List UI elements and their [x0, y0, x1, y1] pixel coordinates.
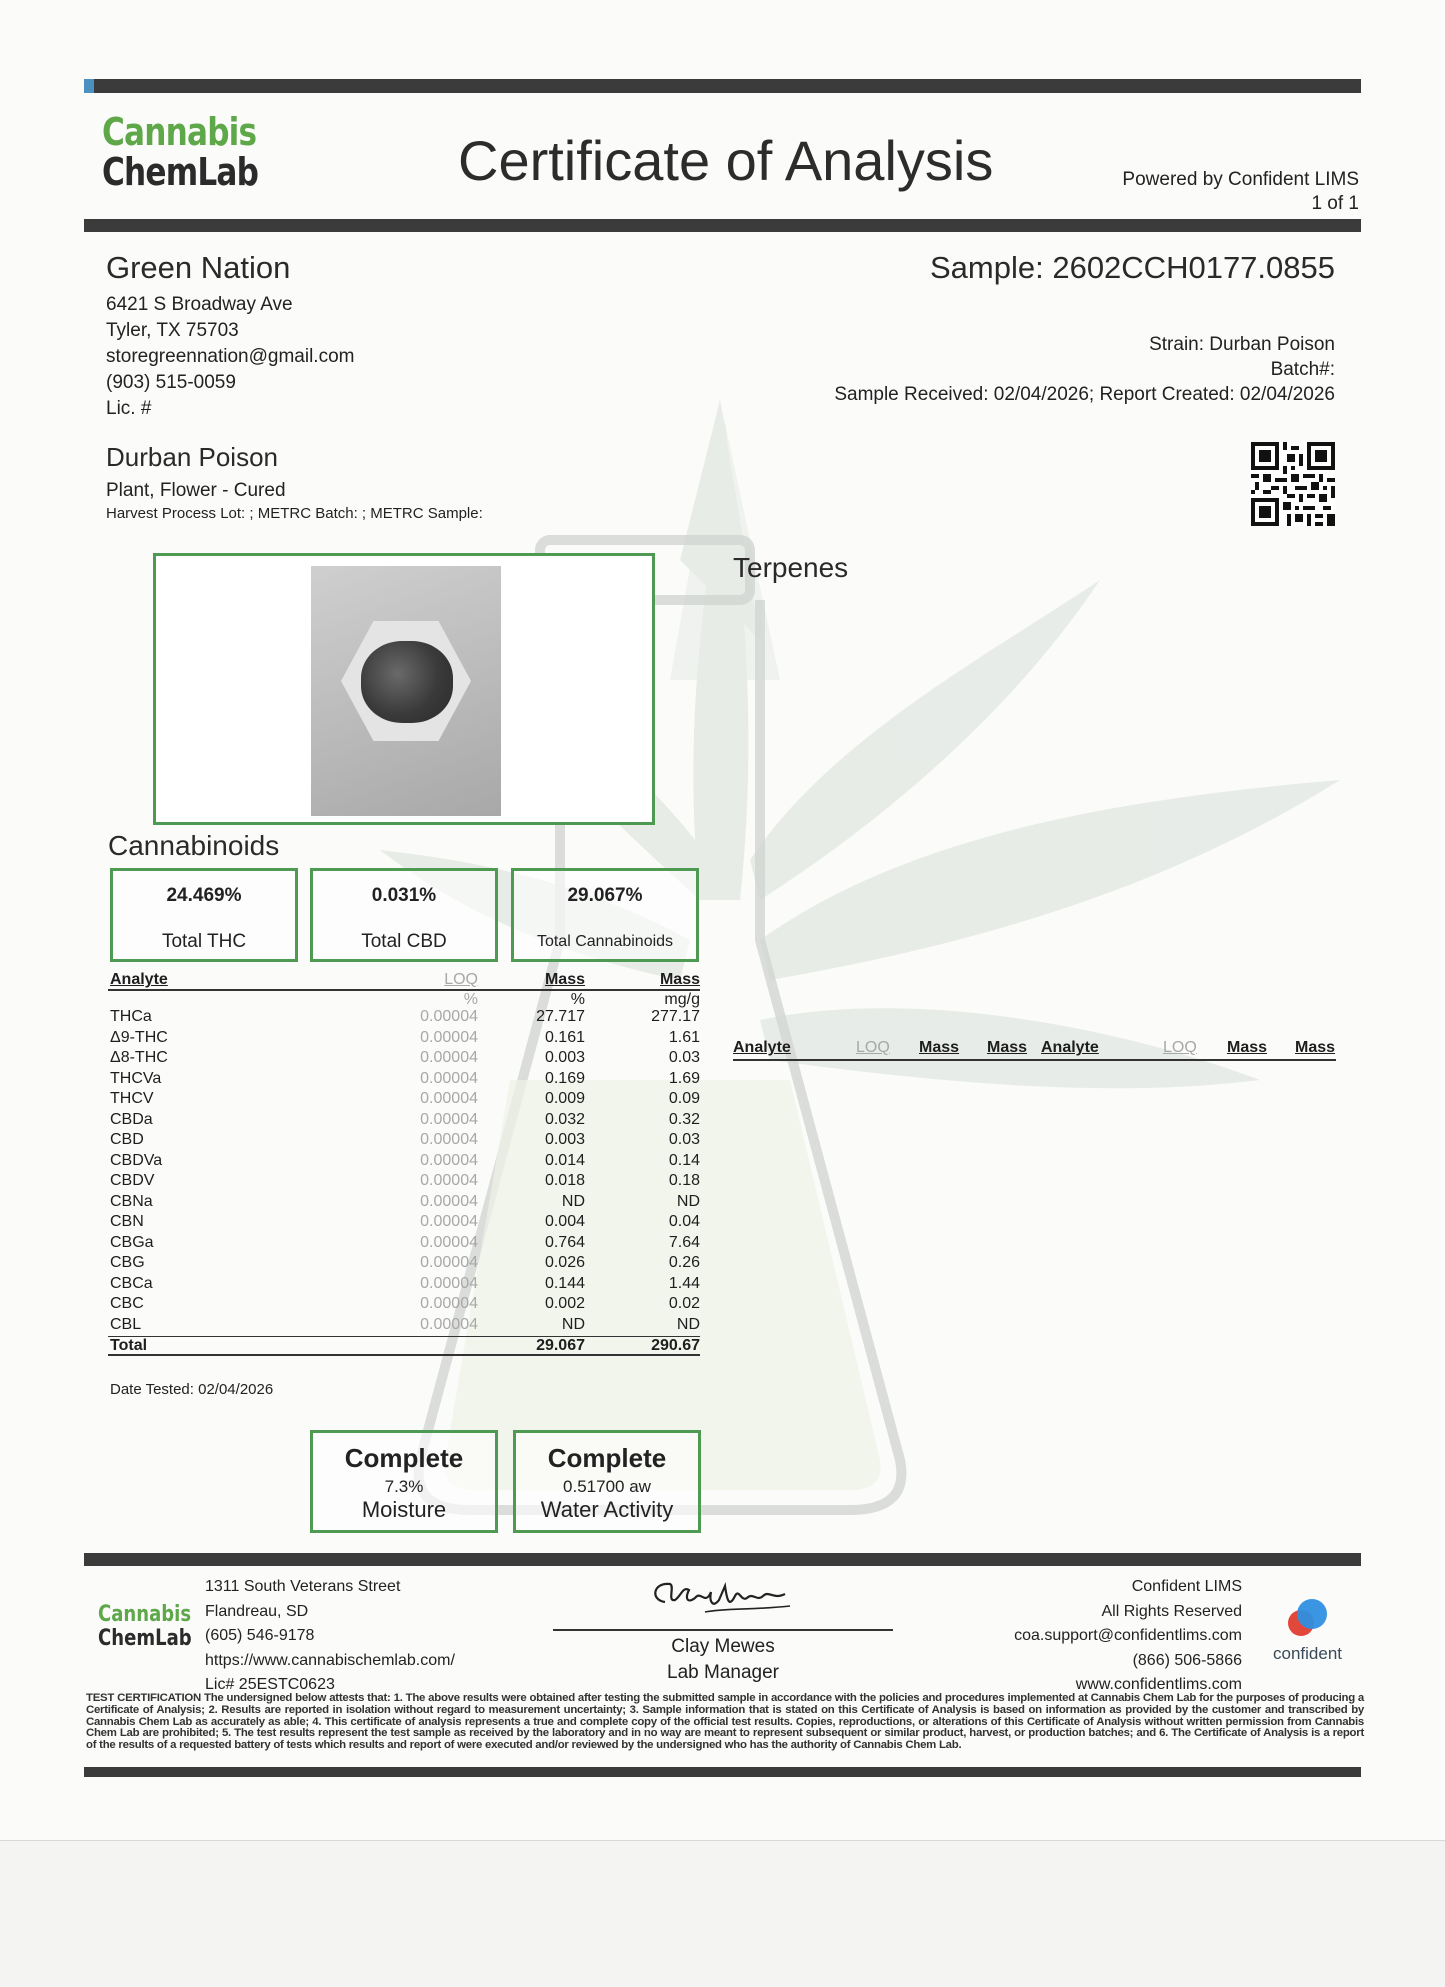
- table-row: [108, 1070, 700, 1091]
- table-row: [108, 1193, 700, 1214]
- lab-license: Lic# 25ESTC0623: [205, 1676, 335, 1693]
- cannabinoid-table: [108, 971, 700, 1356]
- lims-contact: [1014, 1575, 1242, 1698]
- product-name: Durban Poison: [106, 442, 278, 472]
- table-header-row: [108, 971, 700, 991]
- qr-code-icon: [1251, 442, 1335, 526]
- row-loq: 0.00004: [420, 1254, 478, 1271]
- terp-header-loq: LOQ: [856, 1039, 890, 1056]
- row-loq: 0.00004: [420, 1049, 478, 1066]
- client-email: storegreennation@gmail.com: [106, 346, 355, 367]
- total-mg: 290.67: [651, 1337, 700, 1354]
- row-loq: 0.00004: [420, 1008, 478, 1025]
- row-mass-pct: 0.026: [544, 1254, 585, 1271]
- row-analyte: CBDV: [110, 1172, 155, 1189]
- table-row: [108, 1172, 700, 1193]
- signer-title: Lab Manager: [667, 1662, 779, 1683]
- status-label: Moisture: [361, 1497, 447, 1522]
- lims-website-link[interactable]: www.confidentlims.com: [1075, 1676, 1242, 1693]
- table-row: [108, 1131, 700, 1152]
- row-mass-mg: 0.03: [668, 1131, 700, 1148]
- table-row: [108, 1295, 700, 1316]
- unit-pct: %: [570, 991, 585, 1008]
- row-analyte: CBG: [110, 1254, 145, 1271]
- total-pct: 29.067: [536, 1337, 585, 1354]
- document-title: Certificate of Analysis: [458, 129, 994, 192]
- row-mass-mg: 0.03: [668, 1049, 700, 1066]
- row-loq: 0.00004: [420, 1172, 478, 1189]
- row-mass-mg: ND: [676, 1315, 700, 1333]
- cannabinoids-heading: Cannabinoids: [108, 830, 280, 861]
- row-mass-pct: 0.002: [544, 1295, 585, 1312]
- kpi-value: 24.469%: [166, 885, 242, 906]
- row-mass-mg: 0.32: [668, 1110, 700, 1128]
- sample-batch: Batch#:: [1270, 359, 1335, 380]
- confident-logo-icon: [1285, 1597, 1329, 1641]
- kpi-label: Total CBD: [361, 931, 447, 952]
- row-loq: 0.00004: [420, 1131, 478, 1148]
- row-mass-pct: 0.764: [544, 1233, 585, 1251]
- signature-line: [553, 1629, 893, 1631]
- row-mass-mg: 277.17: [651, 1008, 700, 1025]
- row-mass-mg: 1.44: [668, 1274, 700, 1292]
- signer-name: Clay Mewes: [671, 1636, 775, 1657]
- client-address-line-2: Tyler, TX 75703: [106, 320, 239, 341]
- row-mass-mg: 0.09: [668, 1090, 700, 1107]
- unit-loq: %: [463, 991, 478, 1008]
- row-mass-mg: 7.64: [668, 1233, 700, 1251]
- terp-header-mass: Mass: [919, 1039, 960, 1056]
- lab-contact: [205, 1575, 455, 1698]
- header-mass-pct: Mass: [544, 971, 585, 988]
- unit-mg: mg/g: [664, 991, 700, 1008]
- table-row: [108, 1234, 700, 1255]
- water-activity-status: [513, 1430, 701, 1533]
- row-analyte: CBD: [110, 1131, 144, 1148]
- row-mass-pct: ND: [561, 1192, 585, 1210]
- powered-by-text: Powered by Confident LIMS: [1122, 169, 1359, 190]
- header-analyte: Analyte: [110, 971, 168, 988]
- footer-lab-logo: [98, 1603, 192, 1651]
- row-analyte: THCVa: [110, 1069, 162, 1087]
- table-row: [108, 1029, 700, 1050]
- row-mass-pct: 0.004: [544, 1213, 585, 1230]
- row-loq: 0.00004: [420, 1090, 478, 1107]
- logo-line-1: Cannabis: [102, 110, 257, 154]
- total-label: Total: [110, 1337, 148, 1354]
- row-loq: 0.00004: [420, 1315, 478, 1333]
- sample-dates: Sample Received: 02/04/2026; Report Created: 02/04/2026: [834, 384, 1335, 405]
- terp-header-mass: Mass: [1227, 1039, 1268, 1056]
- client-contact: [106, 292, 354, 422]
- kpi-value: 29.067%: [567, 885, 643, 906]
- row-mass-pct: 0.144: [544, 1274, 585, 1292]
- row-analyte: THCV: [110, 1090, 154, 1107]
- lab-street: 1311 South Veterans Street: [205, 1578, 401, 1595]
- row-mass-mg: 0.04: [668, 1213, 700, 1230]
- row-mass-pct: 0.032: [544, 1110, 585, 1128]
- status-text: Complete: [344, 1443, 464, 1473]
- lims-email-link[interactable]: coa.support@confidentlims.com: [1014, 1627, 1242, 1644]
- row-mass-mg: 1.69: [668, 1069, 700, 1087]
- table-row: [108, 1008, 700, 1029]
- date-tested: Date Tested: 02/04/2026: [110, 1381, 274, 1398]
- status-text: Complete: [547, 1443, 667, 1473]
- row-loq: 0.00004: [420, 1192, 478, 1210]
- footer-logo-line-2: ChemLab: [98, 1626, 192, 1651]
- table-row: [108, 1254, 700, 1275]
- product-type: Plant, Flower - Cured: [106, 480, 286, 501]
- header-mass-mg: Mass: [659, 971, 700, 988]
- lab-website-link[interactable]: https://www.cannabischemlab.com/: [205, 1651, 455, 1669]
- row-analyte: CBNa: [110, 1192, 153, 1210]
- footer-rule: [84, 1553, 1361, 1566]
- terpene-table-header: [733, 1039, 1336, 1061]
- header-loq: LOQ: [444, 971, 478, 988]
- row-mass-pct: 0.169: [544, 1069, 585, 1087]
- sample-strain: Strain: Durban Poison: [1149, 334, 1335, 355]
- terpenes-heading: Terpenes: [733, 552, 849, 583]
- lims-rights: All Rights Reserved: [1101, 1602, 1242, 1620]
- row-analyte: CBDVa: [110, 1151, 163, 1169]
- client-license: Lic. #: [106, 398, 152, 419]
- row-mass-pct: 0.009: [544, 1090, 585, 1107]
- row-analyte: THCa: [110, 1008, 152, 1025]
- table-row: [108, 1275, 700, 1296]
- table-row: [108, 1152, 700, 1173]
- row-mass-mg: ND: [676, 1192, 700, 1210]
- row-loq: 0.00004: [420, 1069, 478, 1087]
- cannabis-chemlab-logo: [102, 112, 258, 192]
- table-total-row: [108, 1336, 700, 1356]
- row-analyte: Δ8-THC: [110, 1049, 168, 1066]
- row-mass-pct: ND: [561, 1315, 585, 1333]
- sample-photo-frame: [153, 553, 655, 825]
- row-mass-mg: 0.26: [668, 1254, 700, 1271]
- row-loq: 0.00004: [420, 1213, 478, 1230]
- table-body: [108, 1008, 700, 1336]
- kpi-total-thc: [110, 868, 298, 962]
- row-mass-pct: 0.161: [544, 1028, 585, 1046]
- terp-header-mass: Mass: [1295, 1039, 1336, 1056]
- row-loq: 0.00004: [420, 1151, 478, 1169]
- product-lots: Harvest Process Lot: ; METRC Batch: ; METRC Sample:: [106, 505, 483, 522]
- row-mass-mg: 1.61: [668, 1028, 700, 1046]
- lims-phone: (866) 506-5866: [1132, 1651, 1242, 1669]
- signer-block: [553, 1634, 893, 1686]
- row-analyte: CBCa: [110, 1274, 153, 1292]
- kpi-label: Total Cannabinoids: [536, 933, 674, 950]
- row-analyte: CBL: [110, 1315, 142, 1333]
- row-analyte: CBN: [110, 1213, 144, 1230]
- row-mass-mg: 0.18: [668, 1172, 700, 1189]
- sample-id: Sample: 2602CCH0177.0855: [930, 250, 1335, 285]
- moisture-status: [310, 1430, 498, 1533]
- lab-phone: (605) 546-9178: [205, 1627, 315, 1644]
- row-analyte: CBC: [110, 1295, 144, 1312]
- status-value: 0.51700 aw: [563, 1477, 651, 1496]
- bottom-rule: [84, 1767, 1361, 1777]
- row-loq: 0.00004: [420, 1295, 478, 1312]
- sample-photo: [311, 566, 501, 816]
- row-mass-pct: 0.018: [544, 1172, 585, 1189]
- row-analyte: CBGa: [110, 1233, 154, 1251]
- footer-logo-line-1: Cannabis: [98, 1602, 192, 1627]
- top-rule: [84, 79, 1361, 93]
- table-units-row: [108, 991, 700, 1008]
- sample-meta: [834, 332, 1335, 407]
- terp-header-analyte: Analyte: [733, 1039, 791, 1056]
- status-value: 7.3%: [384, 1477, 424, 1496]
- row-mass-mg: 0.02: [668, 1295, 700, 1312]
- flower-sample: [361, 641, 453, 723]
- terp-header-mass: Mass: [987, 1039, 1028, 1056]
- row-mass-pct: 0.003: [544, 1131, 585, 1148]
- terp-header-analyte: Analyte: [1041, 1039, 1099, 1056]
- kpi-total-cbd: [310, 868, 498, 962]
- logo-line-2: ChemLab: [102, 150, 259, 194]
- row-mass-pct: 27.717: [536, 1008, 585, 1025]
- row-analyte: Δ9-THC: [110, 1028, 168, 1046]
- row-mass-mg: 0.14: [668, 1151, 700, 1169]
- paper-bottom-margin: [0, 1840, 1445, 1987]
- kpi-value: 0.031%: [371, 885, 437, 906]
- row-mass-pct: 0.003: [544, 1049, 585, 1066]
- signature-image: [645, 1572, 795, 1624]
- row-loq: 0.00004: [420, 1028, 478, 1046]
- kpi-label: Total THC: [161, 931, 247, 952]
- page-number: 1 of 1: [1311, 193, 1359, 214]
- terp-header-loq: LOQ: [1163, 1039, 1197, 1056]
- client-name: Green Nation: [106, 250, 291, 285]
- client-phone: (903) 515-0059: [106, 372, 236, 393]
- table-row: [108, 1049, 700, 1070]
- row-loq: 0.00004: [420, 1233, 478, 1251]
- table-row: [108, 1111, 700, 1132]
- lims-name: Confident LIMS: [1131, 1578, 1242, 1595]
- row-loq: 0.00004: [420, 1274, 478, 1292]
- status-label: Water Activity: [540, 1497, 674, 1522]
- row-mass-pct: 0.014: [544, 1151, 585, 1169]
- test-certification: TEST CERTIFICATION The undersigned below attests that: 1. The above results were obtained after testing the submitted sample in accordance with the policies and procedures implemented at Cannabis Chem Lab for the purposes of producing a Certificate of Analysis; 2. Results are reported in isolation without regard to measurement uncertainty; 3. Sample information that is stated on this Certificate of Analysis is based on information as provided by the customer and transcribed by Cannabis Chem Lab as accurately as able; 4. This certificate of analysis represents a true and complete copy of the official test results. Copies, reproductions, or alterations of this Certificate of Analysis without written permission from Cannabis Chem Lab are prohibited; 5. The test results represent the test sample as received by the laboratory and in no way are meant to represent subsequent or similar product, harvest, or production batches; and 6. The Certificate of Analysis is a report of the results of a requested battery of tests which results and report of were executed and/or reviewed by the undersigned who has the authority of Cannabis Chem Lab.: [86, 1692, 1364, 1752]
- header-rule: [84, 219, 1361, 232]
- lab-city: Flandreau, SD: [205, 1602, 309, 1620]
- row-analyte: CBDa: [110, 1110, 153, 1128]
- table-row: [108, 1090, 700, 1111]
- client-address-line-1: 6421 S Broadway Ave: [106, 294, 293, 315]
- table-row: [108, 1316, 700, 1337]
- powered-by-block: [1122, 168, 1359, 216]
- row-loq: 0.00004: [420, 1110, 478, 1128]
- confident-logo-word: confident: [1273, 1644, 1342, 1663]
- table-row: [108, 1213, 700, 1234]
- kpi-total-cannabinoids: [511, 868, 699, 962]
